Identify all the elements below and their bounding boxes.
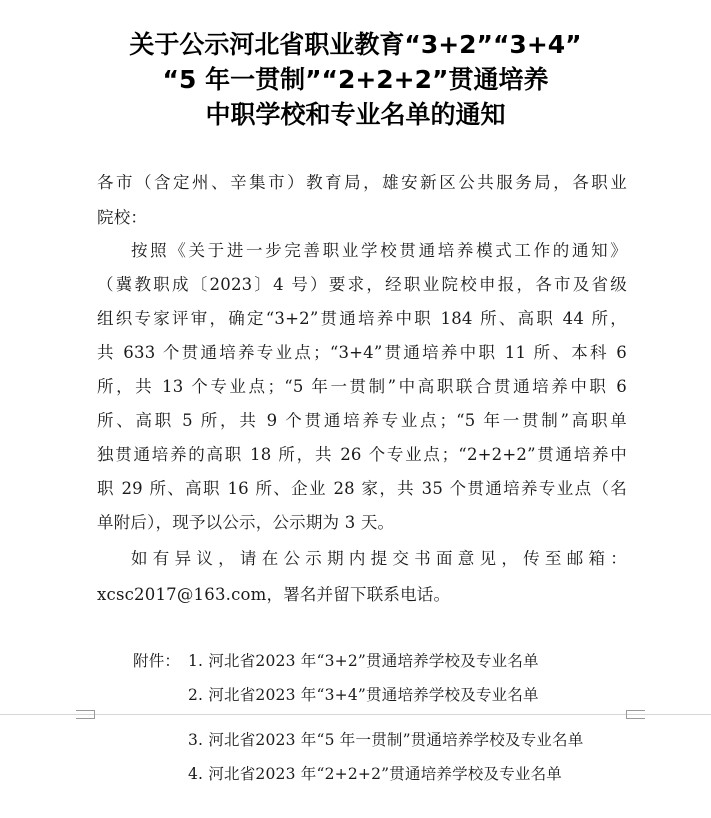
document-title-line-3: 中职学校和专业名单的通知: [205, 100, 506, 129]
attachment-item-4: 4. 河北省2023 年“2+2+2”贯通培养学校及专业名单: [188, 765, 562, 783]
document-title-line-1: 关于公示河北省职业教育“3+2”“3+4”: [129, 30, 582, 59]
paragraph-2-line-1: 如有异议，请在公示期内提交书面意见，传至邮箱：: [131, 549, 627, 568]
page-corner-mark-left: [76, 710, 95, 719]
attachment-item-1: 1. 河北省2023 年“3+2”贯通培养学校及专业名单: [188, 652, 539, 670]
paragraph-1-line-4: 共 633 个贯通培养专业点；“3+4”贯通培养中职 11 所、本科 6: [97, 343, 627, 362]
paragraph-1-line-3: 组织专家评审，确定“3+2”贯通培养中职 184 所、高职 44 所，: [97, 309, 627, 328]
paragraph-1-line-6: 所、高职 5 所，共 9 个贯通培养专业点；“5 年一贯制”高职单: [97, 411, 627, 430]
paragraph-1-line-9: 单附后），现予以公示，公示期为 3 天。: [97, 513, 395, 532]
attachment-item-2: 2. 河北省2023 年“3+4”贯通培养学校及专业名单: [188, 686, 539, 704]
paragraph-1-line-5: 所，共 13 个专业点；“5 年一贯制”中高职联合贯通培养中职 6: [97, 377, 627, 396]
page-break-divider: [0, 714, 711, 715]
paragraph-2-line-2: xcsc2017@163.com，署名并留下联系电话。: [97, 585, 451, 604]
paragraph-1-line-1: 按照《关于进一步完善职业学校贯通培养模式工作的通知》: [131, 241, 627, 260]
paragraph-1-line-7: 独贯通培养的高职 18 所，共 26 个专业点；“2+2+2”贯通培养中: [97, 445, 627, 464]
paragraph-1-line-8: 职 29 所、高职 16 所、企业 28 家，共 35 个贯通培养专业点（名: [97, 479, 627, 498]
attachments-label: 附件：: [133, 652, 181, 670]
attachment-item-3: 3. 河北省2023 年“5 年一贯制”贯通培养学校及专业名单: [188, 731, 584, 749]
page-corner-mark-right: [626, 710, 645, 719]
paragraph-1-line-2: （冀教职成〔2023〕4 号）要求，经职业院校申报，各市及省级: [97, 275, 627, 294]
salutation-line-1: 各市（含定州、辛集市）教育局，雄安新区公共服务局，各职业: [97, 173, 627, 192]
salutation-line-2: 院校：: [97, 208, 148, 227]
document-title-line-2: “5 年一贯制”“2+2+2”贯通培养: [162, 65, 549, 94]
